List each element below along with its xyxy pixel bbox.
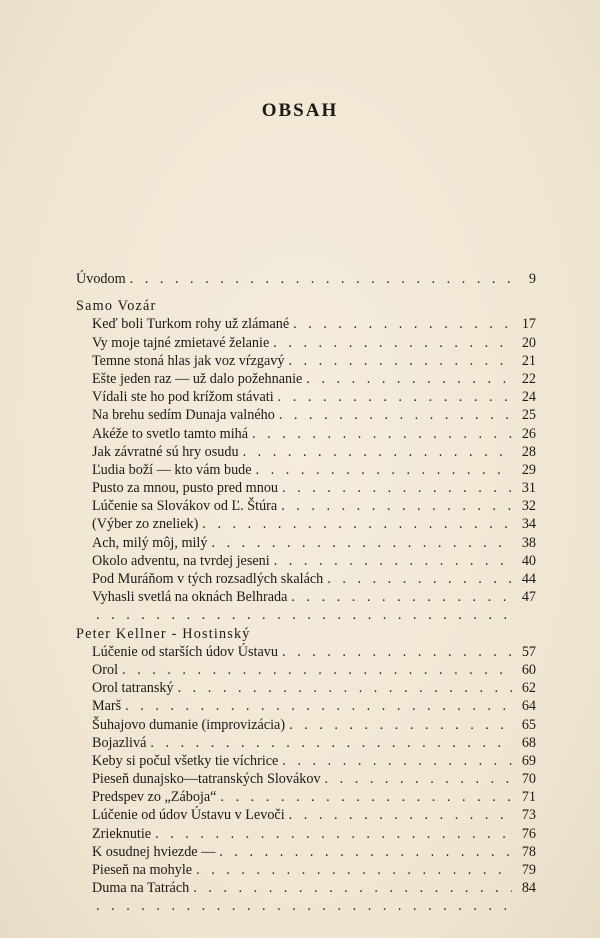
toc-entry-title: Pieseň dunajsko—tatranských Slovákov [92, 771, 321, 788]
toc-entry-title: Lúčenie sa Slovákov od Ľ. Štúra [92, 498, 278, 515]
toc-entry[interactable] [76, 861, 536, 879]
toc-entry-title: Pieseň na mohyle [92, 862, 193, 878]
dot-leader [202, 515, 512, 533]
toc-entry-title: Vy moje tajné zmietavé želanie [92, 334, 270, 351]
dot-leader [274, 552, 512, 570]
toc-entry-title: Keby si počul všetky tie víchrice [92, 752, 279, 769]
toc-entry-page: 31 [521, 480, 536, 497]
toc-entry-page: 70 [521, 771, 536, 788]
dot-leader [125, 697, 512, 715]
toc-entry-title: Orol [92, 661, 119, 678]
toc-entry-page: 57 [521, 643, 536, 660]
toc-entry-page: 34 [521, 516, 536, 533]
toc-entry-title: Marš [92, 698, 122, 715]
dot-leader [288, 352, 512, 370]
toc-entry[interactable] [76, 788, 536, 806]
toc-entry[interactable] [76, 606, 536, 624]
toc-entry-title: Bojazlivá [92, 734, 147, 751]
toc-entry-page: 79 [521, 862, 536, 878]
toc-entry-page: 32 [521, 498, 536, 515]
toc-entry[interactable] [76, 515, 536, 533]
toc-entry-title: Pod Muráňom v tých rozsadlých skalách [92, 571, 324, 587]
dot-leader [193, 879, 512, 897]
toc-entry[interactable] [76, 315, 536, 333]
dot-leader [278, 388, 512, 406]
dot-leader [122, 661, 512, 679]
toc-entry[interactable] [76, 588, 536, 606]
toc-section-heading[interactable] [76, 625, 536, 643]
toc-entry-title: Lúčenie od údov Ústavu v Levoči [92, 807, 285, 824]
toc-entry[interactable] [76, 679, 536, 697]
toc-entry-page: 76 [521, 825, 536, 842]
toc-entry-title: Na brehu sedím Dunaja valného [92, 407, 275, 424]
toc-entry-page: 40 [521, 552, 536, 569]
toc-entry[interactable] [76, 388, 536, 406]
dot-leader [281, 497, 512, 515]
dot-leader [273, 334, 512, 352]
dot-leader [291, 588, 512, 606]
toc-entry[interactable] [76, 497, 536, 515]
toc-entry-page: 9 [528, 271, 536, 287]
toc-entry[interactable] [76, 734, 536, 752]
dot-leader [306, 370, 512, 388]
dot-leader [130, 270, 512, 288]
dot-leader [279, 406, 512, 424]
toc-entry-page: 68 [521, 734, 536, 751]
toc-entry[interactable] [76, 806, 536, 824]
toc-entry-page: 78 [521, 843, 536, 860]
toc-entry[interactable] [76, 661, 536, 679]
section-author: Peter Kellner - Hostinský [76, 625, 251, 642]
toc-entry[interactable] [76, 879, 536, 897]
toc-entry[interactable] [76, 570, 536, 588]
toc-entry-page: 22 [521, 370, 536, 387]
toc-section-heading[interactable] [76, 297, 536, 315]
toc-entry[interactable] [76, 334, 536, 352]
toc-entry[interactable] [76, 825, 536, 843]
toc-entry[interactable] [76, 716, 536, 734]
toc-entry-title: Ach, milý môj, milý [92, 534, 208, 551]
toc-entry-page: 17 [521, 316, 536, 333]
toc-entry[interactable] [76, 897, 536, 915]
dot-leader [220, 788, 512, 806]
dot-leader [325, 770, 512, 788]
toc-entry-title: Predspev zo „Záboja“ [92, 789, 217, 806]
toc-entry-page: 29 [521, 461, 536, 478]
toc-entry[interactable] [76, 370, 536, 388]
dot-leader [243, 443, 512, 461]
toc-entry[interactable] [76, 443, 536, 461]
toc-entry-page: 60 [521, 661, 536, 678]
toc-entry-title: (Výber zo zneliek) [92, 516, 199, 533]
toc-entry-title: Pusto za mnou, pusto pred mnou [92, 480, 279, 497]
toc-entry-page: 84 [521, 880, 536, 897]
toc-entry-page: 73 [521, 807, 536, 824]
dot-leader [256, 461, 512, 479]
toc-entry[interactable] [76, 534, 536, 552]
toc-entry-page: 44 [521, 571, 536, 587]
dot-leader [155, 825, 512, 843]
dot-leader [289, 806, 512, 824]
dot-leader [96, 897, 512, 915]
section-author: Samo Vozár [76, 298, 157, 315]
dot-leader [150, 734, 512, 752]
toc-entry[interactable] [76, 406, 536, 424]
toc-entry-title: Šuhajovo dumanie (improvizácia) [92, 716, 286, 733]
toc-entry-page: 21 [521, 352, 536, 369]
toc-entry-title: Vyhasli svetlá na oknách Belhrada [92, 589, 288, 606]
toc-entry-title: K osudnej hviezde — [92, 843, 216, 860]
toc-entry[interactable] [76, 270, 536, 288]
toc-entry[interactable] [76, 752, 536, 770]
toc-entry-page: 24 [521, 389, 536, 406]
toc-entry[interactable] [76, 770, 536, 788]
toc-entry[interactable] [76, 352, 536, 370]
toc-entry[interactable] [76, 425, 536, 443]
toc-entry-page: 25 [521, 407, 536, 424]
toc-entry-title: Vídali ste ho pod krížom stávati [92, 389, 274, 406]
toc-entry-page: 28 [521, 443, 536, 460]
toc-entry-title: Lúčenie od starších údov Ústavu [92, 643, 278, 660]
toc-entry-title: Ľudia boží — kto vám bude [92, 461, 252, 478]
dot-leader [211, 534, 512, 552]
toc-entry-page: 47 [521, 589, 536, 606]
toc-entry[interactable] [76, 479, 536, 497]
toc-entry-page: 62 [521, 680, 536, 697]
page-title: OBSAH [261, 100, 339, 121]
dot-leader [196, 861, 512, 879]
dot-leader [282, 479, 512, 497]
toc-entry-title: Akéže to svetlo tamto mihá [92, 425, 249, 442]
toc-entry-page: 20 [521, 334, 536, 351]
dot-leader [178, 679, 512, 697]
toc-entry[interactable] [76, 552, 536, 570]
toc-entry[interactable] [76, 461, 536, 479]
toc-entry-title: Jak závratné sú hry osudu [92, 443, 239, 460]
dot-leader [293, 315, 512, 333]
toc-entry-page: 65 [521, 716, 536, 733]
toc-entry-page: 64 [521, 698, 536, 715]
dot-leader [282, 752, 512, 770]
toc-entry-title: Zrieknutie [92, 825, 152, 842]
toc-entry-title: Úvodom [76, 271, 126, 287]
toc-entry-page: 38 [521, 534, 536, 551]
toc-entry-title: Temne stoná hlas jak voz vŕzgavý [92, 352, 285, 369]
dot-leader [219, 843, 512, 861]
table-of-contents [76, 270, 536, 916]
dot-leader [289, 716, 512, 734]
dot-leader [327, 570, 512, 588]
toc-entry-title: Orol tatranský [92, 680, 174, 697]
toc-entry-page: 71 [521, 789, 536, 806]
toc-entry-title: Okolo adventu, na tvrdej jeseni [92, 552, 270, 569]
dot-leader [96, 606, 512, 624]
toc-entry-title: Keď boli Turkom rohy už zlámané [92, 316, 290, 333]
toc-entry[interactable] [76, 843, 536, 861]
toc-entry-page: 26 [521, 425, 536, 442]
toc-entry[interactable] [76, 697, 536, 715]
toc-entry-title: Ešte jeden raz — už dalo požehnanie [92, 370, 303, 387]
toc-entry[interactable] [76, 643, 536, 661]
toc-entry-page: 69 [521, 752, 536, 769]
toc-entry-title: Duma na Tatrách [92, 880, 190, 897]
dot-leader [252, 425, 512, 443]
dot-leader [282, 643, 512, 661]
